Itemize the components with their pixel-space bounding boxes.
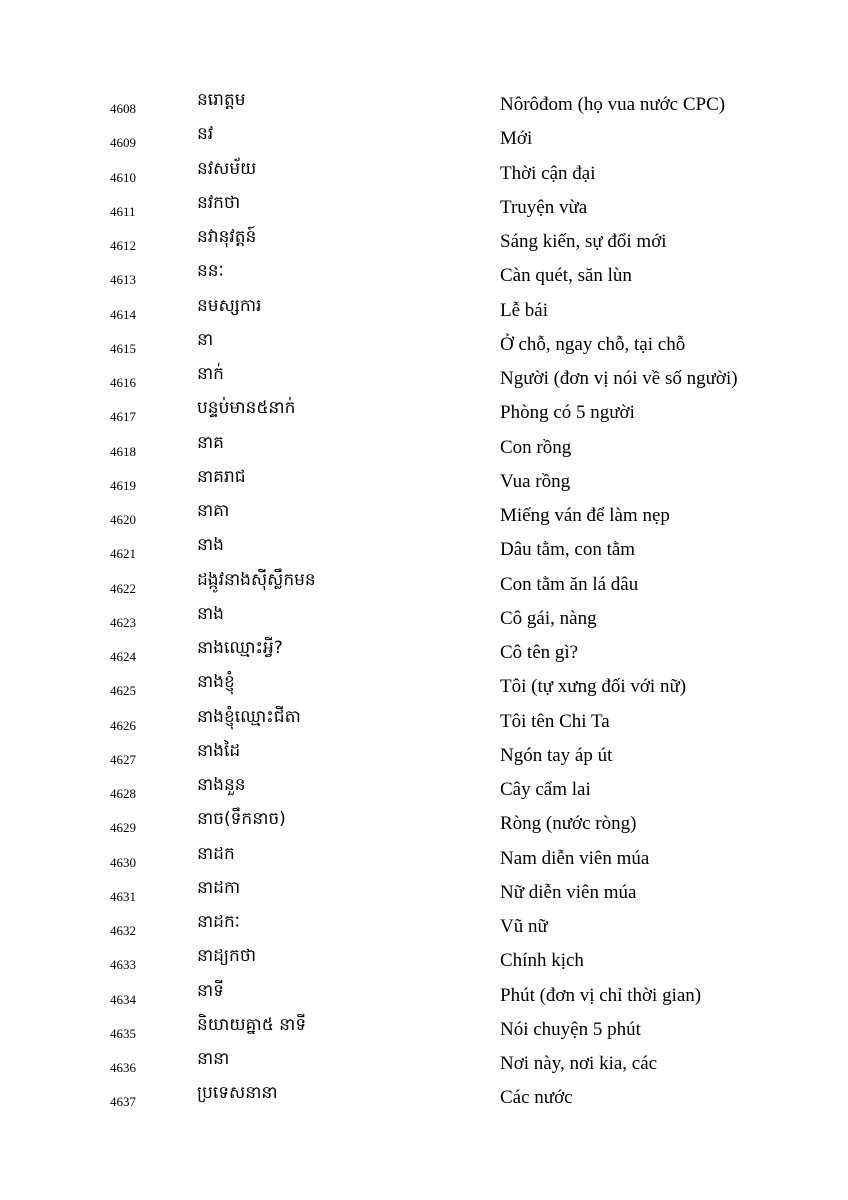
entry-list — [0, 88, 848, 1116]
vietnamese-meaning: Sáng kiến, sự đổi mới — [500, 231, 667, 252]
entry-row — [0, 842, 848, 876]
entry-number: 4629 — [110, 820, 136, 836]
entry-row — [0, 1047, 848, 1081]
entry-number: 4614 — [110, 306, 136, 322]
entry-number: 4610 — [110, 169, 136, 185]
vietnamese-meaning: Thời cận đại — [500, 162, 596, 184]
khmer-word: នាដកៈ — [197, 912, 240, 932]
khmer-word: នរោត្តម — [197, 90, 246, 110]
entry-number: 4615 — [110, 340, 136, 356]
entry-number: 4620 — [110, 512, 136, 527]
entry-row — [0, 259, 848, 293]
vietnamese-meaning: Các nước — [500, 1087, 573, 1109]
khmer-word: នាដ្យកថា — [197, 946, 257, 967]
entry-row — [0, 979, 848, 1013]
vietnamese-meaning: Nói chuyện 5 phút — [500, 1018, 641, 1040]
entry-row — [0, 739, 848, 773]
entry-row — [0, 602, 848, 636]
vietnamese-meaning: Phòng có 5 người — [500, 402, 635, 424]
entry-number: 4626 — [110, 717, 136, 733]
entry-row — [0, 396, 848, 430]
entry-number: 4616 — [110, 375, 136, 390]
vietnamese-meaning: Ròng (nước ròng) — [500, 813, 637, 835]
entry-number: 4618 — [110, 443, 136, 459]
vietnamese-meaning: Con rồng — [500, 436, 572, 458]
vietnamese-meaning: Ngón tay áp út — [500, 744, 613, 766]
khmer-word: និយាយគ្នា៥ នាទី — [197, 1014, 307, 1035]
entry-number: 4625 — [110, 683, 136, 699]
khmer-word: នានា — [197, 1049, 230, 1069]
vietnamese-meaning: Nữ diễn viên múa — [500, 881, 637, 903]
khmer-word: ននៈ — [197, 261, 224, 282]
vietnamese-meaning: Cô tên gì? — [500, 642, 579, 663]
entry-row — [0, 636, 848, 670]
khmer-word: នមស្សការ — [197, 295, 262, 316]
entry-number: 4609 — [110, 135, 136, 151]
vietnamese-meaning: Miếng ván để làm nẹp — [500, 505, 670, 526]
entry-number: 4612 — [110, 238, 136, 253]
vietnamese-meaning: Ở chỗ, ngay chỗ, tại chỗ — [500, 333, 686, 355]
entry-number: 4617 — [110, 409, 136, 425]
entry-number: 4624 — [110, 649, 136, 664]
entry-row — [0, 705, 848, 739]
entry-number: 4636 — [110, 1060, 136, 1075]
khmer-word: នាទី — [197, 980, 224, 1001]
khmer-word: នាងឈ្មោះអ្វី? — [197, 638, 283, 658]
vietnamese-meaning: Nam diễn viên múa — [500, 847, 650, 869]
entry-row — [0, 1081, 848, 1115]
vietnamese-meaning: Người (đơn vị nói về số người) — [500, 368, 738, 389]
khmer-word: ដង្កូវនាងស៊ីស្លឹកមន — [197, 569, 316, 590]
khmer-word: នាគា — [197, 501, 230, 521]
khmer-word: នាង — [197, 535, 224, 556]
entry-row — [0, 465, 848, 499]
vietnamese-meaning: Dâu tằm, con tằm — [500, 539, 636, 561]
entry-row — [0, 773, 848, 807]
khmer-word: នវកថា — [197, 192, 241, 213]
entry-row — [0, 499, 848, 533]
vietnamese-meaning: Mới — [500, 128, 533, 150]
entry-number: 4634 — [110, 991, 136, 1007]
khmer-word: ប្រទេសនានា — [197, 1083, 278, 1104]
entry-row — [0, 294, 848, 328]
vietnamese-meaning: Vũ nữ — [500, 916, 548, 937]
entry-number: 4619 — [110, 477, 136, 493]
vietnamese-meaning: Lễ bái — [500, 299, 549, 321]
entry-row — [0, 328, 848, 362]
entry-row — [0, 88, 848, 122]
khmer-word: នាងខ្ញុំឈ្មោះជីតា — [197, 706, 301, 727]
entry-row — [0, 431, 848, 465]
khmer-word: នវានុវត្តន៍ — [197, 227, 257, 247]
entry-number: 4623 — [110, 614, 136, 630]
vietnamese-meaning: Nơi này, nơi kia, các — [500, 1053, 658, 1074]
entry-number: 4637 — [110, 1094, 136, 1110]
entry-row — [0, 568, 848, 602]
khmer-word: នាងដៃ — [197, 740, 241, 761]
entry-row — [0, 122, 848, 156]
entry-row — [0, 807, 848, 841]
vietnamese-meaning: Truyện vừa — [500, 196, 588, 218]
khmer-word: នវ — [197, 124, 214, 145]
entry-number: 4622 — [110, 580, 136, 596]
khmer-word: នាគរាជ — [197, 466, 246, 487]
vietnamese-meaning: Nôrôđom (họ vua nước CPC) — [500, 94, 726, 115]
entry-number: 4632 — [110, 923, 136, 938]
khmer-word: នាគ — [197, 432, 224, 453]
entry-row — [0, 191, 848, 225]
entry-number: 4608 — [110, 101, 136, 116]
entry-row — [0, 157, 848, 191]
entry-row — [0, 876, 848, 910]
entry-number: 4628 — [110, 786, 136, 801]
khmer-word: នាច(ទឹកនាច) — [197, 809, 286, 830]
entry-row — [0, 910, 848, 944]
khmer-word: នាង — [197, 603, 224, 624]
khmer-word: នាដកា — [197, 877, 241, 898]
vietnamese-meaning: Chính kịch — [500, 950, 584, 972]
entry-number: 4630 — [110, 854, 136, 870]
entry-row — [0, 533, 848, 567]
entry-number: 4635 — [110, 1025, 136, 1041]
khmer-word: នវសម័យ — [197, 158, 257, 179]
entry-row — [0, 362, 848, 396]
khmer-word: នាដក — [197, 843, 235, 864]
vietnamese-meaning: Cây cẩm lai — [500, 779, 591, 800]
entry-number: 4611 — [110, 203, 136, 219]
entry-row — [0, 670, 848, 704]
vietnamese-meaning: Con tằm ăn lá dâu — [500, 573, 639, 595]
vietnamese-meaning: Tôi (tự xưng đối với nữ) — [500, 676, 687, 698]
khmer-word: នាងនួន — [197, 775, 246, 795]
entry-number: 4627 — [110, 751, 136, 767]
khmer-word: នាងខ្ញុំ — [197, 672, 235, 693]
entry-number: 4633 — [110, 957, 136, 973]
khmer-word: បន្ទប់មាន៥នាក់ — [197, 398, 296, 419]
vietnamese-meaning: Cô gái, nàng — [500, 607, 597, 629]
khmer-word: នា — [197, 329, 214, 350]
entry-row — [0, 944, 848, 978]
entry-number: 4613 — [110, 272, 136, 288]
vietnamese-meaning: Vua rồng — [500, 470, 571, 492]
entry-number: 4621 — [110, 546, 136, 562]
vietnamese-meaning: Phút (đơn vị chỉ thời gian) — [500, 984, 702, 1006]
entry-row — [0, 225, 848, 259]
vietnamese-meaning: Càn quét, săn lùn — [500, 265, 632, 287]
entry-row — [0, 1013, 848, 1047]
vietnamese-meaning: Tôi tên Chi Ta — [500, 710, 610, 732]
entry-number: 4631 — [110, 888, 136, 904]
khmer-word: នាក់ — [197, 364, 224, 384]
